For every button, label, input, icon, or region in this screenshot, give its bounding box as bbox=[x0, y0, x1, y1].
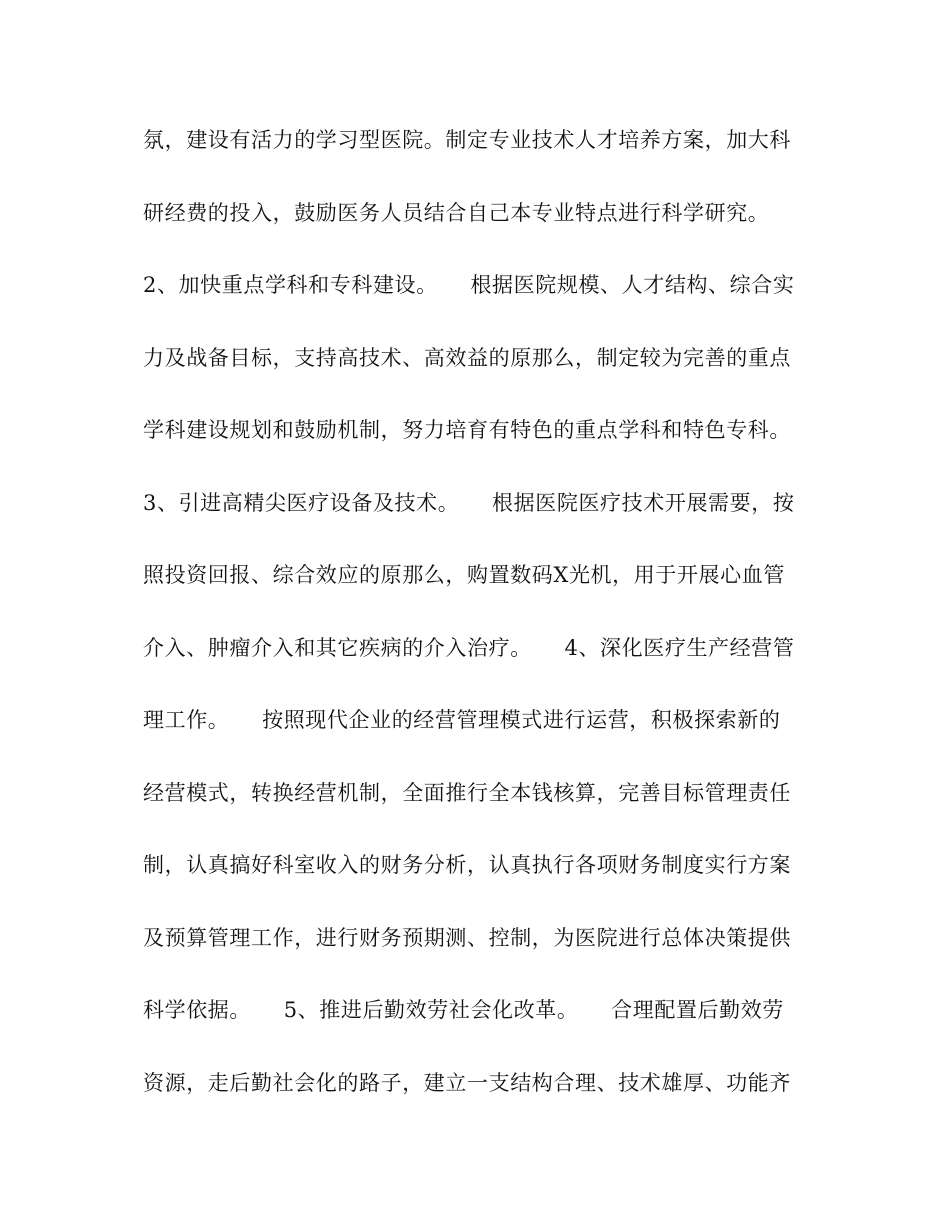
text-line: 学科建设规划和鼓励机制，努力培育有特色的重点学科和特色专科。 bbox=[143, 418, 791, 442]
text-line: 氛，建设有活力的学习型医院。制定专业技术人才培养方案，加大科 bbox=[143, 128, 791, 152]
text-line: 科学依据。 5、推进后勤效劳社会化改革。 合理配置后勤效劳 bbox=[143, 998, 784, 1022]
text-line: 力及战备目标，支持高技术、高效益的原那么，制定较为完善的重点 bbox=[143, 345, 791, 370]
text-line: 介入、肿瘤介入和其它疾病的介入治疗。 4、深化医疗生产经营管 bbox=[143, 635, 795, 660]
text-line: 资源，走后勤社会化的路子，建立一支结构合理、技术雄厚、功能齐 bbox=[143, 1070, 791, 1095]
text-line: 照投资回报、综合效应的原那么，购置数码X光机，用于开展心血管 bbox=[143, 563, 785, 587]
text-line: 3、引进高精尖医疗设备及技术。 根据医院医疗技术开展需要，按 bbox=[143, 490, 795, 515]
text-line: 研经费的投入，鼓励医务人员结合自己本专业特点进行科学研究。 bbox=[143, 200, 770, 225]
text-line: 2、加快重点学科和专科建设。 根据医院规模、人才结构、综合实 bbox=[143, 273, 795, 297]
text-line: 及预算管理工作，进行财务预期测、控制，为医院进行总体决策提供 bbox=[143, 925, 791, 950]
text-line: 制，认真搞好科室收入的财务分析，认真执行各项财务制度实行方案 bbox=[143, 853, 791, 877]
text-line: 理工作。 按照现代企业的经营管理模式进行运营，积极探索新的 bbox=[143, 708, 781, 732]
body-text bbox=[143, 118, 818, 1133]
text-line: 经营模式，转换经营机制，全面推行全本钱核算，完善目标管理责任 bbox=[143, 780, 791, 805]
